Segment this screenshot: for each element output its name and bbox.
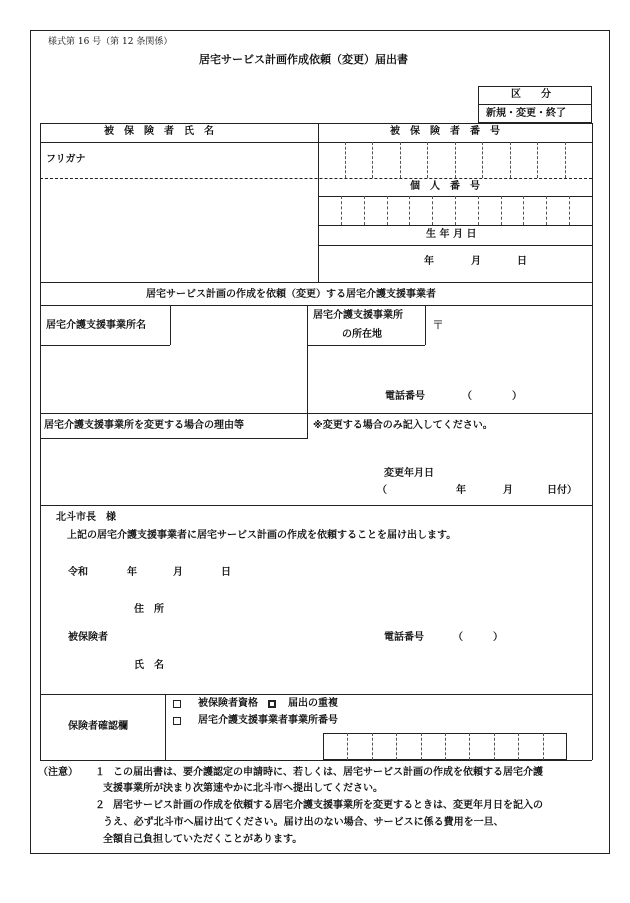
- grid-divider: [347, 733, 348, 760]
- grid-divider: [396, 733, 397, 760]
- change-date-month: 月: [503, 485, 513, 496]
- provider-section-header: 居宅サービス計画の作成を依頼（変更）する居宅介護支援事業者: [146, 289, 436, 300]
- office-name-field[interactable]: [42, 347, 305, 411]
- kubun-options[interactable]: 新規・変更・終了: [486, 108, 566, 119]
- grid-divider: [421, 733, 422, 760]
- grid-divider: [543, 733, 544, 760]
- personal-number-header: 個 人 番 号: [410, 181, 480, 192]
- table-line: [40, 760, 592, 761]
- office-phone-label: 電話番号: [385, 391, 425, 402]
- office-phone-field[interactable]: （ ）: [462, 391, 522, 402]
- change-note: ※変更する場合のみ記入してください。: [313, 420, 493, 431]
- duplicate-checkbox[interactable]: [268, 700, 276, 708]
- table-line: [307, 345, 425, 346]
- furigana-label: フリガナ: [46, 154, 86, 165]
- note-2-number: ２: [95, 800, 105, 811]
- table-line: [40, 123, 592, 124]
- table-line: [40, 305, 592, 306]
- address-label: 住 所: [134, 604, 164, 615]
- change-date-close: 日付）: [547, 485, 577, 496]
- office-name-label: 居宅介護支援事業所名: [46, 320, 146, 331]
- insured-label: 被保険者: [68, 632, 108, 643]
- address-field[interactable]: [180, 600, 580, 618]
- table-line: [40, 345, 170, 346]
- grid-divider: [469, 733, 470, 760]
- table-line: [425, 305, 426, 345]
- date-month: 月: [173, 567, 183, 578]
- note-1-line-2: 支援事業所が決まり次第速やかに北斗市へ提出してください。: [103, 783, 383, 794]
- office-address-label-2: の所在地: [342, 329, 382, 340]
- note-2-line-1: 居宅サービス計画の作成を依頼する居宅介護支援事業所を変更するときは、変更年月日を記入の: [113, 800, 543, 811]
- personal-number-field[interactable]: [320, 198, 590, 224]
- grid-divider: [445, 733, 446, 760]
- declaration-statement: 上記の居宅介護支援事業者に居宅サービス計画の作成を依頼することを届け出します。: [67, 530, 457, 541]
- change-reason-label: 居宅介護支援事業所を変更する場合の理由等: [44, 420, 244, 431]
- office-number-label: 居宅介護支援事業者事業所番号: [198, 715, 338, 726]
- kubun-divider: [478, 104, 592, 105]
- change-date-year: 年: [456, 485, 466, 496]
- duplicate-label: 届出の重複: [288, 698, 338, 709]
- office-number-checkbox[interactable]: [173, 717, 181, 725]
- table-line: [40, 413, 592, 414]
- table-line: [40, 123, 41, 760]
- addressee: 北斗市長 様: [56, 512, 116, 523]
- change-date-open: （: [377, 485, 387, 496]
- insured-name-header: 被 保 険 者 氏 名: [104, 126, 214, 137]
- declaration-phone-field[interactable]: （ ）: [453, 632, 503, 643]
- table-line: [40, 505, 592, 506]
- grid-divider: [518, 733, 519, 760]
- insured-number-field[interactable]: [320, 144, 590, 176]
- insured-name-field[interactable]: [42, 180, 316, 280]
- note-2-line-2: うえ、必ず北斗市へ届け出てください。届け出のない場合、サービスに係る費用を一旦、: [103, 817, 504, 828]
- note-2-line-3: 全額自己負担していただくことがあります。: [103, 834, 303, 845]
- birth-day-label: 日: [517, 256, 527, 267]
- declaration-phone-label: 電話番号: [384, 632, 424, 643]
- table-line: [40, 694, 592, 695]
- birth-year-label: 年: [424, 256, 434, 267]
- qualification-label: 被保険者資格: [198, 698, 258, 709]
- qualification-checkbox[interactable]: [173, 700, 181, 708]
- table-line: [40, 178, 592, 179]
- office-address-label: 居宅介護支援事業所: [313, 310, 403, 321]
- insured-number-header: 被 保 険 者 番 号: [390, 126, 500, 137]
- table-line: [592, 123, 593, 760]
- office-address-field[interactable]: [427, 307, 590, 387]
- note-1-number: １: [95, 767, 105, 778]
- grid-divider: [372, 733, 373, 760]
- table-line: [165, 694, 166, 760]
- table-line: [40, 282, 592, 283]
- postal-mark: 〒: [432, 318, 445, 332]
- date-era: 令和: [68, 567, 88, 578]
- table-line: [40, 438, 308, 439]
- insurer-check-label: 保険者確認欄: [68, 721, 128, 732]
- table-line: [170, 305, 171, 345]
- birth-date-header: 生 年 月 日: [426, 229, 477, 240]
- change-date-label: 変更年月日: [384, 468, 434, 479]
- date-year: 年: [127, 567, 137, 578]
- name-label: 氏 名: [134, 660, 164, 671]
- note-1-line-1: この届出書は、要介護認定の申請時に、若しくは、居宅サービス計画の作成を依頼する居宅介護: [113, 767, 543, 778]
- table-line: [318, 123, 319, 282]
- table-line: [318, 245, 592, 246]
- grid-divider: [494, 733, 495, 760]
- form-title: 居宅サービス計画作成依頼（変更）届出書: [199, 53, 408, 66]
- notes-prefix: （注意）: [38, 767, 78, 778]
- name-field[interactable]: [180, 656, 580, 674]
- table-line: [318, 225, 592, 226]
- date-day: 日: [221, 567, 231, 578]
- kubun-label: 区 分: [511, 89, 551, 100]
- table-line: [307, 305, 308, 438]
- form-number: 様式第 16 号（第 12 条関係）: [48, 37, 173, 47]
- birth-month-label: 月: [471, 256, 481, 267]
